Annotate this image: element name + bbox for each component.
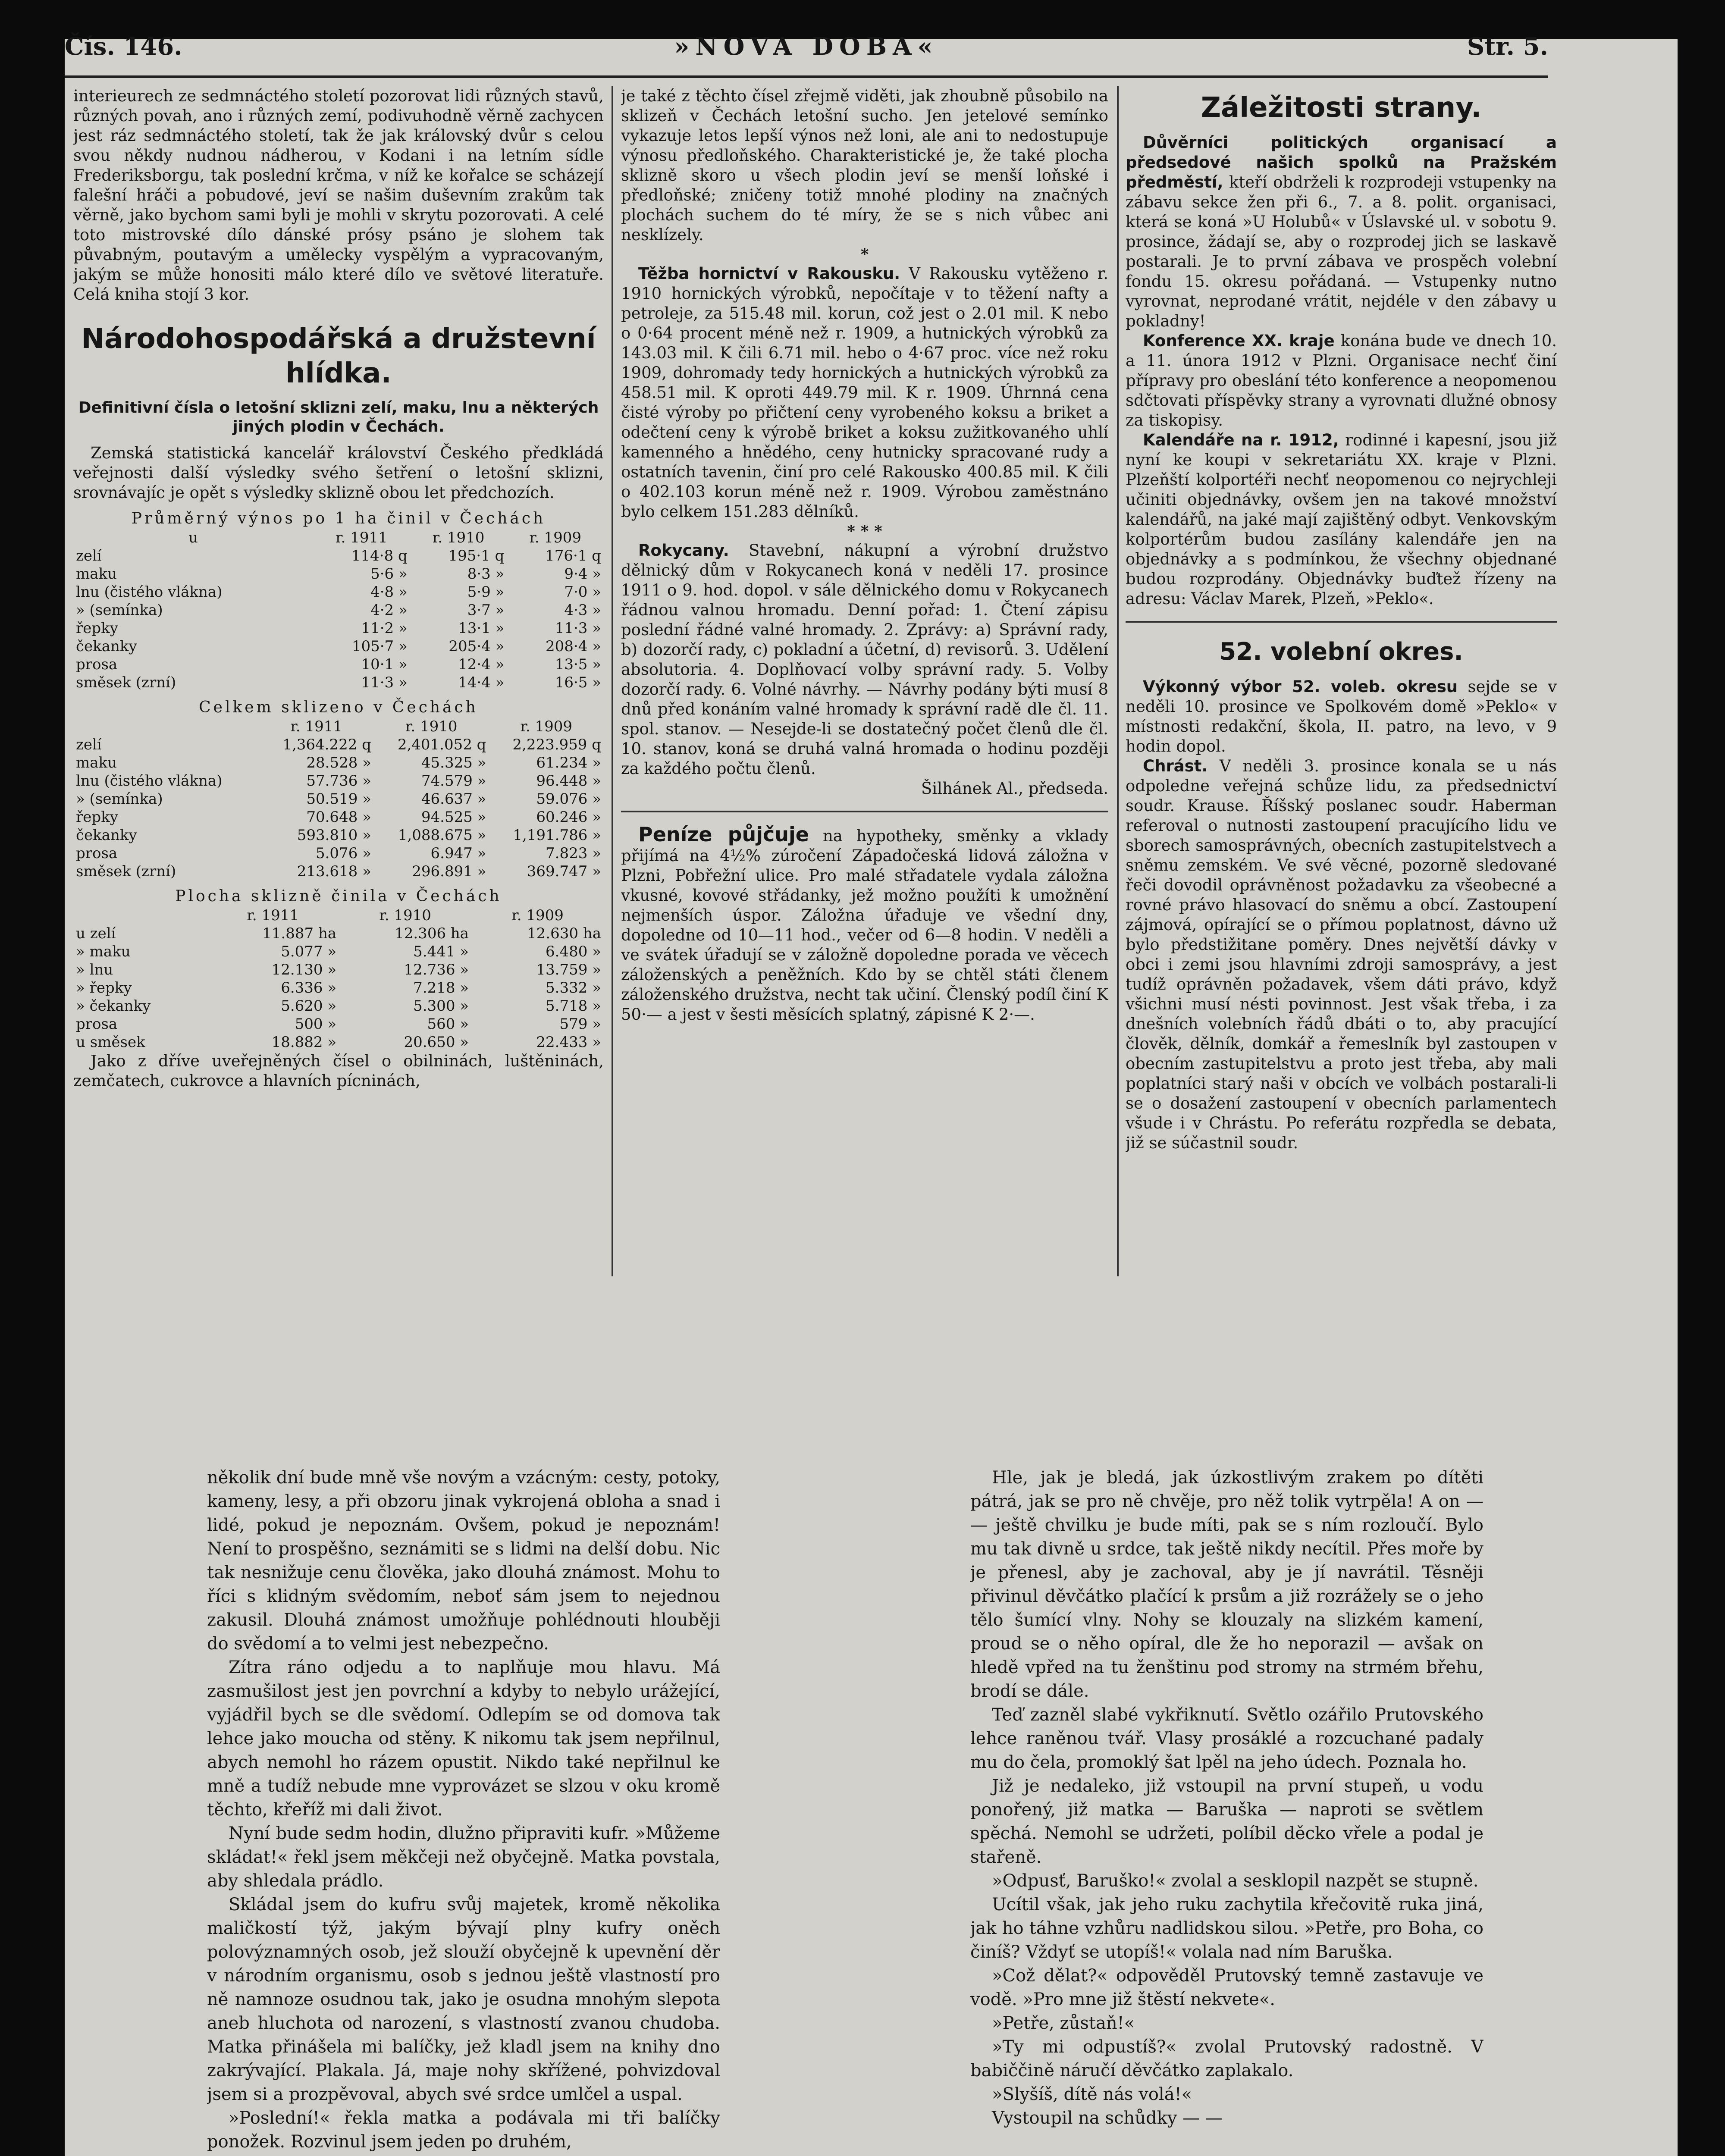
table-header-cell: r. 1910 bbox=[379, 907, 431, 924]
feuilleton-left bbox=[207, 1466, 720, 2156]
cell-value: 208·4 » bbox=[546, 638, 601, 655]
cell-value: 5.076 » bbox=[315, 845, 371, 862]
table-header-cell: r. 1911 bbox=[290, 718, 343, 735]
table-row bbox=[73, 547, 604, 565]
issue-number: Čís. 146. bbox=[65, 32, 182, 61]
total-harvest-table bbox=[73, 718, 604, 881]
cell-value: 105·7 » bbox=[351, 638, 408, 655]
feuilleton-paragraph: »Což dělat?« odpověděl Prutovský temně zastavuje ve vodě. »Pro mne již štěstí nekvete«. bbox=[970, 1966, 1484, 2009]
table-row bbox=[73, 754, 604, 772]
table-row bbox=[73, 637, 604, 655]
cell-value: 5·9 » bbox=[467, 583, 505, 601]
feuilleton-paragraph: »Poslední!« řekla matka a podávala mi tři balíčky ponožek. Rozvinul jsem jeden po druhém, bbox=[207, 2108, 720, 2152]
feuilleton-paragraph: Vystoupil na schůdky — — bbox=[992, 2108, 1223, 2128]
conference-paragraph: konána bude ve dnech 10. a 11. února 1912 v Plzni. Organisace nechť činí přípravy pro obeslání této konference a neopomenou sdčtovati příspěvky strany a vyrovnati dlužné obnosy za tiskopisy. bbox=[1126, 332, 1557, 429]
table-caption-yield: Průměrný výnos po 1 ha činil v Čechách bbox=[131, 510, 546, 527]
cell-value: 1,191.786 » bbox=[513, 827, 601, 844]
table-row bbox=[73, 943, 604, 961]
table-row bbox=[73, 772, 604, 790]
party-notice-heading: Důvěrníci politických organisací a předsedové našich spolků na Pražském předměstí, bbox=[1126, 133, 1557, 191]
row-label: » řepky bbox=[76, 979, 132, 997]
feuilleton-paragraph: Nyní bude sedm hodin, dlužno připraviti kufr. »Můžeme skládat!« řekl jsem měkčeji než obyčejně. Matka povstala, aby shledala prádlo. bbox=[207, 1824, 720, 1891]
table-row bbox=[73, 924, 604, 943]
row-label: lnu (čistého vlákna) bbox=[76, 772, 223, 790]
table-row bbox=[73, 808, 604, 826]
cell-value: 176·1 q bbox=[545, 547, 601, 564]
row-label: směsek (zrní) bbox=[76, 863, 176, 880]
row-label: u zelí bbox=[76, 925, 116, 942]
cell-value: 13·1 » bbox=[458, 620, 505, 637]
cell-value: 4·2 » bbox=[370, 602, 408, 619]
row-label: řepky bbox=[76, 620, 118, 637]
table-row bbox=[73, 674, 604, 692]
mining-paragraph: V Rakousku vytěženo r. 1910 hornických výrobků, nepočítaje v to těžení nafty a petroleje, za 515.48 mil. korun, což jest o 2.01 mil. K nebo o 0·64 procent méně než r. 1909, a hutnických výrobků za 143.03 mil. K čili 6.71 mil. hebo o 4·67 proc. více než roku 1909, dohromady tedy hornických a hutnických výrobků za 458.51 mil. K oproti 449.79 mil. K r. 1909. Úhrnná cena čisté výroby po přičtení ceny vyrobeného koksu a briket a odečtení ceny k výrobě briket a koksu zužitkovaného uhlí kamenného a hnědého, ceny hutnicky spracované rudy a ostatních tavenin, činí pro celé Rakousko 400.85 mil. K čili o 402.103 korun méně než r. 1909. Výrobou zaměstnáno bylo celkem 151.283 dělníků. bbox=[621, 264, 1108, 521]
calendar-paragraph: rodinné i kapesní, jsou již nyní ke koupi v sekretariátu XX. kraje v Plzni. Plzeňští kolportéři nechť neopomenou co nejrychleji učiniti objednávky, ovšem jen na takové množství kalendářů, na jaké mají zajištěný odbyt. Venkovským kolportérům budou zasílány kalendáře jen na objednávky a s podmínkou, že všechny objednané budou rozprodány. Objednávky buďtež řízeny na adresu: Václav Marek, Plzeň, »Peklo«. bbox=[1126, 431, 1557, 608]
cell-value: 16·5 » bbox=[555, 674, 601, 691]
table-row bbox=[73, 979, 604, 997]
table-row bbox=[73, 655, 604, 674]
article-subheading-harvest: Definitivní čísla o letošní sklizni zelí, maku, lnu a některých jiných plodin v Čechách. bbox=[78, 399, 599, 436]
cell-value: 6.947 » bbox=[430, 845, 486, 862]
table-row bbox=[73, 862, 604, 881]
harvest-area-table bbox=[73, 906, 604, 1051]
newspaper-title: »NOVA DOBA« bbox=[674, 32, 939, 61]
row-label: zelí bbox=[76, 736, 102, 753]
row-label: » maku bbox=[76, 943, 131, 960]
harvest-tail-paragraph: Jako z dříve uveřejněných čísel o obilninách, luštěninách, zemčatech, cukrovce a hlavních pícninách, bbox=[73, 1052, 604, 1090]
cell-value: 6.336 » bbox=[281, 979, 337, 997]
table-row bbox=[73, 619, 604, 637]
cell-value: 296.891 » bbox=[412, 863, 486, 880]
cell-value: 10·1 » bbox=[361, 656, 408, 673]
row-label: čekanky bbox=[76, 827, 137, 844]
cell-value: 46.637 » bbox=[421, 790, 486, 808]
feuilleton-right bbox=[970, 1466, 1484, 2156]
cell-value: 14·4 » bbox=[458, 674, 505, 691]
cell-value: 74.579 » bbox=[421, 772, 486, 790]
cell-value: 7·0 » bbox=[564, 583, 601, 601]
section-heading-district: 52. volební okres. bbox=[1219, 638, 1463, 666]
row-label: » lnu bbox=[76, 961, 113, 978]
cell-value: 20.650 » bbox=[404, 1034, 469, 1051]
cell-value: 59.076 » bbox=[536, 790, 601, 808]
row-label: směsek (zrní) bbox=[76, 674, 176, 691]
row-label: lnu (čistého vlákna) bbox=[76, 583, 223, 601]
drought-paragraph: je také z těchto čísel zřejmě viděti, jak zhoubně působilo na sklizeň v Čechách letošní sucho. Jen jetelové semínko vykazuje letos lepší výnos než loni, ale ani to nedostupuje výnosu předloňského. Charakteristické je, že také plocha sklizně skoro u všech plodin jeví se menší loňské i předloňské; zničeny totiž mnohé plodiny na značných plochách suchem do té míry, že se s nich vůbec ani nesklízely. bbox=[621, 87, 1108, 244]
column-1 bbox=[73, 86, 604, 1276]
table-header-cell bbox=[73, 906, 207, 924]
horizontal-rule bbox=[621, 811, 1108, 812]
section-heading-economy: Národohospodářská a družstevní hlídka. bbox=[81, 323, 596, 389]
cell-value: 1,088.675 » bbox=[398, 827, 486, 844]
cell-value: 13·5 » bbox=[555, 656, 601, 673]
cell-value: 4·8 » bbox=[370, 583, 408, 601]
loan-ad-paragraph: na hypotheky, směnky a vklady přijímá na 4½% zúročení Západočeská lidová záložna v Plzni, Pobřežní ulice. Pro malé střadatele vydala záložna vkusné, kovové střádanky, jež možno použíti k umožnění nejmenších úspor. Záložna úřaduje ve všední dny, dopoledne od 10—11 hod., večer od 6—8 hodin. V neděli a ve svátek úřadují se v záložně dopoledne porada ve věcech záloženských a peněžních. Kdo by se chtěl státi členem záloženského družstva, necht tak učiní. Členský podíl činí K 50·— a jest v šesti měsících splatný, zápisné K 2·—. bbox=[621, 827, 1108, 1024]
cell-value: 12·4 » bbox=[458, 656, 505, 673]
cell-value: 5.332 » bbox=[546, 979, 601, 997]
feuilleton-paragraph: Hle, jak je bledá, jak úzkostlivým zrakem po dítěti pátrá, jak se pro ně chvěje, pro něž tolik vytrpěla! A on — — ještě chvilku je bude míti, pak se s ním rozloučí. Bylo mu tak divně u srdce, tak ještě nikdy necítil. Přes moře by je přenesl, aby je zachoval, aby je jí navrátil. Těsněji přivinul děvčátko plačící k prsům a již rozrážely se o jeho tělo šumící vlny. Nohy se klouzaly na slizkém kamení, proud se o něho opíral, dle že ho neporazil — avšak on hledě vpřed na tu ženštinu pod stromy na strmém břehu, brodí se dále. bbox=[970, 1468, 1484, 1701]
harvest-paragraph: Zemská statistická kancelář království Českého předkládá veřejnosti další výsledky svého šetření o letošní sklizni, srovnávajíc je opět s výsledky sklizně obou let předchozích. bbox=[73, 444, 604, 502]
table-header-cell: r. 1909 bbox=[529, 529, 582, 546]
cell-value: 2,223.959 q bbox=[512, 736, 601, 753]
yield-table bbox=[73, 529, 604, 692]
cell-value: 369.747 » bbox=[527, 863, 601, 880]
row-label: » (semínka) bbox=[76, 790, 163, 808]
table-row bbox=[73, 601, 604, 619]
cell-value: 11·3 » bbox=[555, 620, 601, 637]
conference-heading: Konference XX. kraje bbox=[1143, 332, 1335, 350]
cell-value: 5.300 » bbox=[413, 997, 469, 1015]
cell-value: 4·3 » bbox=[564, 602, 601, 619]
cell-value: 114·8 q bbox=[351, 547, 408, 564]
cell-value: 45.325 » bbox=[421, 754, 486, 771]
table-row bbox=[73, 844, 604, 862]
cell-value: 50.519 » bbox=[306, 790, 371, 808]
cell-value: 12.630 ha bbox=[527, 925, 601, 942]
cell-value: 12.736 » bbox=[404, 961, 469, 978]
cell-value: 5·6 » bbox=[370, 565, 408, 583]
table-caption-area: Plocha sklizně činila v Čechách bbox=[175, 887, 502, 905]
party-notice-paragraph: kteří obdrželi k rozprodeji vstupenky na zábavu sekce žen při 6., 7. a 8. polit. organisaci, která se koná »U Holubů« v Úslavské ul. v sobotu 9. prosince, žádají se, aby o rozprodej jich se laskavě postarali. Je to první zábava ve prospěch volební fondu 15. okresu pořádaná. — Vstupenky nutno vyrovnat, neprodané vrátit, nejdéle v den zábavy u pokladny! bbox=[1126, 173, 1557, 330]
section-heading-party: Záležitosti strany. bbox=[1201, 92, 1482, 124]
table-row bbox=[73, 826, 604, 844]
committee-paragraph: sejde se v neděli 10. prosince ve Spolkovém domě »Peklo« v místnosti redakční, škola, II. patro, na levo, v 9 hodin dopol. bbox=[1126, 677, 1557, 755]
row-label: řepky bbox=[76, 808, 118, 826]
chrast-paragraph: V neděli 3. prosince konala se u nás odpoledne veřejná schůze lidu, za předsednictví soudr. Krause. Říšský poslanec soudr. Haberman referoval o nutnosti zastoupení pracujícího lidu ve sborech samosprávných, obecních zastupitelstvech a sněmu zemském. Ve své věcné, pozorně sledované řeči dovodil oprávněnost požadavku za všeobecné a rovné právo hlasovací do sněmu a obcí. Zastoupení zájmová, opírající se o přímou poplatnost, dávno už bylo předstižitane poměry. Dnes největší dávky v obci i zemi jsou hlavními zdroji samosprávy, a jest tudíž oprávněn požadavek, všem dáti právo, když všichni musí nésti povinnost. Jest však třeba, i za dnešních volebních řádů dbáti o to, aby pracující člověk, dělník, domkář a řemeslník byl zastoupen v obecním zastupitelstvu a proto jest třeba, aby mali poplatníci starý naši v obcích ve volbách postarali-li se o dosažení zastoupení v obecních parlamentech všude i v Chrástu. Po referátu rozpředla se debata, již se súčastnil soudr. bbox=[1126, 757, 1557, 1152]
signature: Šilhánek Al., předseda. bbox=[921, 779, 1108, 798]
column-3 bbox=[1126, 86, 1557, 1276]
separator-stars: * * * bbox=[847, 522, 882, 540]
cell-value: 8·3 » bbox=[467, 565, 505, 583]
table-row bbox=[73, 961, 604, 979]
horizontal-rule bbox=[1126, 621, 1557, 623]
cell-value: 593.810 » bbox=[297, 827, 371, 844]
row-label: prosa bbox=[76, 1015, 118, 1033]
feuilleton-paragraph: »Odpusť, Baruško!« zvolal a sesklopil nazpět se stupně. bbox=[992, 1871, 1479, 1891]
table-header-cell: r. 1911 bbox=[247, 907, 299, 924]
cell-value: 5.077 » bbox=[281, 943, 337, 960]
table-row bbox=[73, 997, 604, 1015]
feuilleton-paragraph: »Slyšíš, dítě nás volá!« bbox=[992, 2084, 1192, 2104]
feuilleton-paragraph: Teď zazněl slabé vykřiknutí. Světlo ozářilo Prutovského lehce raněnou tvář. Vlasy prosáklé a rozcuchané padaly mu do čela, promoklý šat lpěl na jeho údech. Poznala ho. bbox=[970, 1705, 1484, 1772]
feuilleton-paragraph: několik dní bude mně vše novým a vzácným: cesty, potoky, kameny, lesy, a při obzoru jinak vykrojená obloha a snad i lidé, pokud je nepoznám. Ovšem, pokud je nepoznám! Není to prospěšno, seznámiti se s lidmi na delší dobu. Nic tak nesnižuje cenu člověka, jako dlouhá známost. Mohu to říci s klidným svědomím, neboť sám jsem to nejednou zakusil. Dlouhá známost umožňuje pohlédnouti hlouběji do svědomí a to velmi jest nebezpečno. bbox=[207, 1468, 720, 1654]
cell-value: 70.648 » bbox=[306, 808, 371, 826]
cell-value: 5.718 » bbox=[546, 997, 601, 1015]
mining-heading: Těžba hornictví v Rakousku. bbox=[638, 264, 900, 283]
cell-value: 96.448 » bbox=[536, 772, 601, 790]
cell-value: 28.528 » bbox=[306, 754, 371, 771]
calendar-heading: Kalendáře na r. 1912, bbox=[1143, 431, 1339, 449]
cell-value: 213.618 » bbox=[297, 863, 371, 880]
cell-value: 9·4 » bbox=[564, 565, 601, 583]
feuilleton-paragraph: Ucítil však, jak jeho ruku zachytila křečovitě ruka jiná, jak ho táhne vzhůru nadlidskou silou. »Petře, pro Boha, co činíš? Vždyť se utopíš!« volala nad ním Baruška. bbox=[970, 1895, 1484, 1962]
row-label: prosa bbox=[76, 656, 118, 673]
cell-value: 195·1 q bbox=[448, 547, 505, 564]
cell-value: 579 » bbox=[559, 1015, 601, 1033]
committee-heading: Výkonný výbor 52. voleb. okresu bbox=[1143, 677, 1458, 696]
intro-paragraph: interieurech ze sedmnáctého století pozorovat lidi různých stavů, různých povah, ano i různých zemí, podivuhodně věrně zachycen jest ráz sedmnáctého století, tak že jak královský dvůr s celou svou někdy nudnou nádherou, v Kodani i na letním sídle Frederiksborgu, tak poslední krčma, v níž ke kořalce se scházejí falešní hráči a pobudové, jeví se našim duševním zrakům tak věrně, jako bychom sami byli je mohli v skrytu pozorovati. A celé toto mistrovské dílo dánské prósy psáno je slohem tak půvabným, poutavým a umělecky vyspělým a vypracovaným, jakým se může honositi málo které dílo ve světové literatuře. Celá kniha stojí 3 kor. bbox=[73, 87, 604, 304]
rokycany-heading: Rokycany. bbox=[638, 541, 729, 560]
cell-value: 13.759 » bbox=[536, 961, 601, 978]
feuilleton-paragraph: Skládal jsem do kufru svůj majetek, kromě několika maličkostí týž, jakým bývají plny kufry oněch polovýznamných osob, jež slouží obyčejně k upevnění děr v národním organismu, osob s jednou ještě vlastností pro ně namnoze osudnou tak, jako je osudna mnohým slepota aneb hluchota od narození, s vlastností zvanou chudoba. Matka přinášela mi balíčky, jež kladl jsem na knihy dno zakrývající. Plakala. Já, maje nohy skřížené, pohvizdoval jsem si a prozpěvoval, abych své srdce umlčel a uspal. bbox=[207, 1895, 720, 2104]
chrast-heading: Chrást. bbox=[1143, 757, 1208, 775]
table-caption-total: Celkem sklizeno v Čechách bbox=[199, 699, 478, 716]
separator-star: * bbox=[860, 245, 869, 263]
rokycany-paragraph: Stavební, nákupní a výrobní družstvo dělnický dům v Rokycanech koná v neděli 17. prosince 1911 o 9. hod. dopol. v sále dělnického domu v Rokycanech řádnou valnou hromadu. Denní pořad: 1. Čtení zápisu poslední řádné valné hromady. 2. Zprávy: a) Správní rady, b) dozorčí rady, c) pokladní a účetní, d) revisorů. 3. Udělení absolutoria. 4. Doplňovací volby správní rady. 5. Volby dozorčí rady. 6. Volné návrhy. — Návrhy podány býti musí 8 dnů před konáním valné hromady k správní radě dle čl. 11. spol. stanov. — Nesejde-li se dostatečný počet členů dle čl. 10. stanov, koná se druhá valná hromada o hodinu později za každého počtu členů. bbox=[621, 541, 1108, 778]
cell-value: 22.433 » bbox=[536, 1034, 601, 1051]
cell-value: 18.882 » bbox=[271, 1034, 337, 1051]
feuilleton-paragraph: »Petře, zůstaň!« bbox=[992, 2013, 1135, 2033]
row-label: » čekanky bbox=[76, 997, 151, 1015]
cell-value: 560 » bbox=[427, 1015, 469, 1033]
cell-value: 7.218 » bbox=[413, 979, 469, 997]
row-label: čekanky bbox=[76, 638, 137, 655]
cell-value: 60.246 » bbox=[536, 808, 601, 826]
cell-value: 61.234 » bbox=[536, 754, 601, 771]
page-header bbox=[65, 24, 1548, 78]
column-divider bbox=[612, 86, 613, 1276]
table-row bbox=[73, 583, 604, 601]
cell-value: 57.736 » bbox=[306, 772, 371, 790]
cell-value: 11.887 ha bbox=[262, 925, 337, 942]
row-label: maku bbox=[76, 565, 117, 583]
cell-value: 205·4 » bbox=[448, 638, 505, 655]
cell-value: 5.441 » bbox=[413, 943, 469, 960]
column-2 bbox=[621, 86, 1108, 1233]
row-label: » (semínka) bbox=[76, 602, 163, 619]
table-row bbox=[73, 1033, 604, 1051]
cell-value: 11·2 » bbox=[361, 620, 408, 637]
cell-value: 3·7 » bbox=[467, 602, 505, 619]
cell-value: 7.823 » bbox=[546, 845, 601, 862]
table-row bbox=[73, 790, 604, 808]
table-header-cell: r. 1910 bbox=[405, 718, 458, 735]
cell-value: 500 » bbox=[295, 1015, 337, 1033]
column-divider bbox=[1117, 86, 1119, 1276]
cell-value: 94.525 » bbox=[421, 808, 486, 826]
table-header-cell bbox=[73, 718, 259, 736]
feuilleton-paragraph: »Ty mi odpustíš?« zvolal Prutovský radostně. V babiččině náručí děvčátko zaplakalo. bbox=[970, 2037, 1484, 2081]
table-header-cell: r. 1910 bbox=[432, 529, 485, 546]
table-header-cell: u bbox=[188, 529, 198, 546]
cell-value: 5.620 » bbox=[281, 997, 337, 1015]
row-label: zelí bbox=[76, 547, 102, 564]
cell-value: 12.306 ha bbox=[395, 925, 469, 942]
cell-value: 2,401.052 q bbox=[397, 736, 486, 753]
feuilleton-paragraph: Zítra ráno odjedu a to naplňuje mou hlavu. Má zasmušilost jest jen povrchní a kdyby to nebylo urážející, vyjádřil bych se dle svědomí. Odlepím se od domova tak lehce jako moucha od stěny. K nikomu tak jsem nepřilnul, abych nemohl ho rázem opustit. Nikdo také nepřilnul ke mně a tudíž nebude mne vyprovázet se slzou v oku kromě těchto, křeříž mi dali život. bbox=[207, 1658, 720, 1820]
feuilleton-paragraph: Již je nedaleko, již vstoupil na první stupeň, u vodu ponořený, již matka — Baruška — naproti se světlem spěchá. Nemohl se udržeti, políbil děcko vřele a podal je stařeně. bbox=[970, 1776, 1484, 1867]
table-row bbox=[73, 736, 604, 754]
row-label: prosa bbox=[76, 845, 118, 862]
table-header-cell: r. 1911 bbox=[336, 529, 388, 546]
table-row bbox=[73, 1015, 604, 1033]
row-label: maku bbox=[76, 754, 117, 771]
table-header-cell: r. 1909 bbox=[520, 718, 573, 735]
cell-value: 6.480 » bbox=[546, 943, 601, 960]
page-number: Str. 5. bbox=[1467, 32, 1548, 61]
cell-value: 12.130 » bbox=[271, 961, 337, 978]
cell-value: 11·3 » bbox=[361, 674, 408, 691]
row-label: u směsek bbox=[76, 1034, 145, 1051]
loan-ad-heading: Peníze půjčuje bbox=[638, 823, 809, 846]
table-row bbox=[73, 565, 604, 583]
table-header-cell: r. 1909 bbox=[511, 907, 564, 924]
cell-value: 1,364.222 q bbox=[282, 736, 371, 753]
